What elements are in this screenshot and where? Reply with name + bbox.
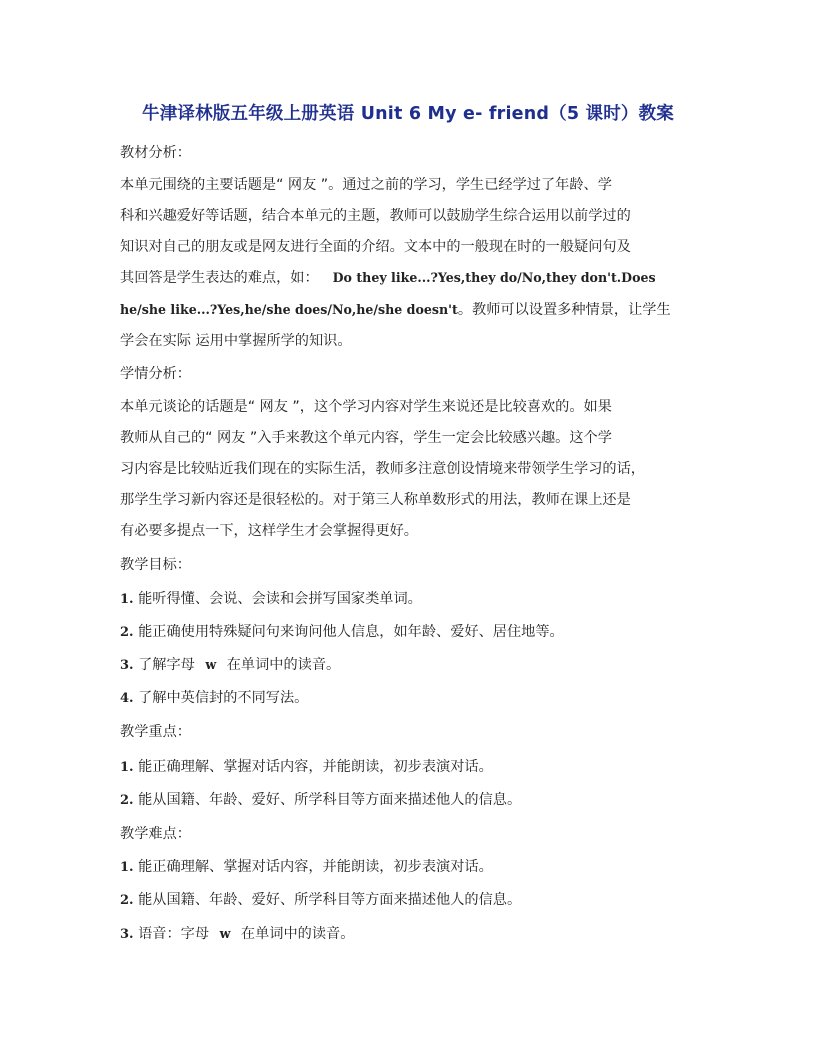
materials-paragraph-line: 学会在实际 运用中掌握所学的知识。 [120,333,352,349]
document-title: 牛津译林版五年级上册英语 Unit 6 My e- friend（5 课时）教案 [142,104,674,124]
materials-example-english: Do they like...?Yes,they do/No,they don't.Does [332,270,656,285]
students-paragraph-line: 习内容是比较贴近我们现在的实际生活，教师多注意创设情境来带领学生学习的话， [120,461,645,477]
list-text: 能从国籍、年龄、爱好、所学科目等方面来描述他人的信息。 [138,892,522,908]
list-item [120,688,308,709]
students-paragraph-line: 有必要多提点一下，这样学生才会掌握得更好。 [120,523,418,539]
list-item [120,890,521,911]
list-text: 能正确使用特殊疑问句来询问他人信息，如年龄、爱好、居住地等。 [138,624,564,640]
materials-paragraph-line: 科和兴趣爱好等话题，结合本单元的主题，教师可以鼓励学生综合运用以前学过的 [120,208,631,224]
list-item [120,655,340,676]
letter-w: w [219,926,231,941]
materials-paragraph-line: 知识对自己的朋友或是网友进行全面的介绍。文本中的一般现在时的一般疑问句及 [120,239,631,255]
list-item [120,790,521,811]
list-number: 4. [120,691,134,706]
materials-example-english: he/she like...?Yes,he/she does/No,he/she doesn't [120,302,458,317]
materials-paragraph-line [120,300,671,320]
section-heading-difficulties: 教学难点： [120,826,191,842]
list-number: 1. [120,860,134,875]
list-text: 了解中英信封的不同写法。 [138,690,309,706]
students-paragraph-line: 本单元谈论的话题是“ 网友 ”，这个学习内容对学生来说还是比较喜欢的。如果 [120,399,612,415]
letter-w: w [205,657,217,672]
section-heading-keypoints: 教学重点： [120,724,191,740]
list-number: 1. [120,760,134,775]
list-number: 3. [120,927,134,942]
list-text: 在单词中的读音。 [240,926,355,942]
materials-paragraph-line [120,268,656,288]
list-text: 能正确理解、掌握对话内容，并能朗读，初步表演对话。 [138,859,493,875]
list-item [120,857,493,878]
list-item [120,622,564,643]
materials-text: 其回答是学生表达的难点，如： [120,270,319,286]
list-number: 3. [120,658,134,673]
list-number: 2. [120,625,134,640]
students-paragraph-line: 那学生学习新内容还是很轻松的。对于第三人称单数形式的用法，教师在课上还是 [120,492,631,508]
section-heading-materials: 教材分析： [120,145,191,161]
students-paragraph-line: 教师从自己的“ 网友 ”入手来教这个单元内容，学生一定会比较感兴趣。这个学 [120,430,612,446]
list-text: 能听得懂、会说、会读和会拼写国家类单词。 [138,591,422,607]
list-item [120,757,493,778]
section-heading-students: 学情分析： [120,366,191,382]
list-item [120,924,354,945]
list-text: 语音：字母 [138,926,210,942]
list-text: 了解字母 [138,657,195,673]
list-text: 能正确理解、掌握对话内容，并能朗读，初步表演对话。 [138,759,493,775]
list-item [120,589,422,610]
list-text: 在单词中的读音。 [226,657,341,673]
materials-text: 。教师可以设置多种情景，让学生 [457,302,671,318]
list-number: 2. [120,893,134,908]
section-heading-goals: 教学目标： [120,557,191,573]
materials-paragraph-line: 本单元围绕的主要话题是“ 网友 ”。通过之前的学习，学生已经学过了年龄、学 [120,177,612,193]
list-number: 2. [120,793,134,808]
list-text: 能从国籍、年龄、爱好、所学科目等方面来描述他人的信息。 [138,792,522,808]
list-number: 1. [120,592,134,607]
